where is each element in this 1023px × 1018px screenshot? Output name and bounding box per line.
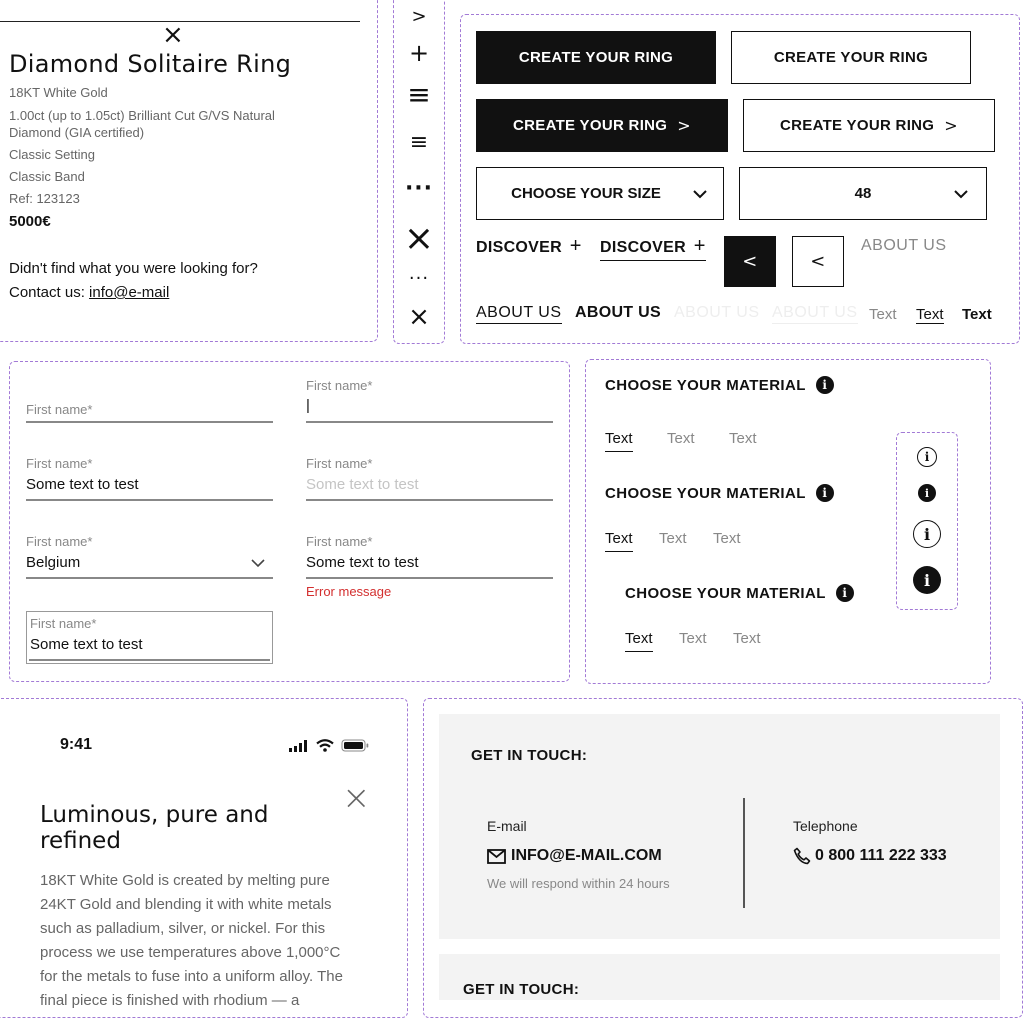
modal-title-line: Luminous, pure and <box>40 802 269 828</box>
create-ring-dark-label: CREATE YOUR RING <box>518 49 674 66</box>
create-ring-dark-chevron-label: CREATE YOUR RING <box>513 117 668 134</box>
modal-body-line: final piece is finished with rhodium — a <box>40 992 300 1009</box>
modal-body-line: such as palladium, silver, or nickel. For this <box>40 920 326 937</box>
size-select-value: 48 <box>854 185 872 202</box>
product-ref: Ref: 123123 <box>9 191 80 206</box>
text-link-bold[interactable]: Text <box>962 306 992 323</box>
email-label: E-mail <box>487 818 527 834</box>
material-tab-active[interactable]: Text <box>605 430 633 447</box>
chevron-right-icon: > <box>944 116 958 135</box>
phone-label: Telephone <box>793 818 858 834</box>
modal-title <box>40 802 268 854</box>
create-ring-light-chevron-label: CREATE YOUR RING <box>780 117 935 134</box>
material-title-1 <box>605 376 834 394</box>
material-tab-active[interactable]: Text <box>605 530 633 547</box>
contact-prefix: Contact us: <box>9 284 90 301</box>
size-select-label: CHOOSE YOUR SIZE <box>511 185 661 202</box>
status-bar-time: 9:41 <box>60 736 93 753</box>
first-name-underline-error <box>306 577 553 579</box>
product-metal: 18KT White Gold <box>9 85 108 100</box>
material-title-text: CHOOSE YOUR MATERIAL <box>605 484 806 502</box>
create-ring-dark-button[interactable] <box>476 31 716 84</box>
modal-title-line: refined <box>40 828 121 854</box>
status-bar-icons <box>289 739 369 753</box>
first-name-label-error: First name* <box>306 534 373 549</box>
modal-body-line: 24KT Gold and blending it with white metals <box>40 896 332 913</box>
contact-email-link[interactable]: info@e-mail <box>89 284 170 301</box>
product-help-text: Didn't find what you were looking for? <box>9 260 258 277</box>
email-note: We will respond within 24 hours <box>487 876 670 891</box>
more-horizontal-icon[interactable]: ··· <box>408 268 430 289</box>
close-small-icon[interactable]: × <box>408 302 430 332</box>
chevron-down-icon[interactable] <box>251 559 265 568</box>
size-select-wide[interactable] <box>739 167 987 220</box>
first-name-field-filled[interactable]: Some text to test <box>26 476 139 493</box>
material-tab[interactable]: Text <box>729 430 757 447</box>
first-name-cursor[interactable]: | <box>306 397 310 414</box>
first-name-value-boxed: Some text to test <box>30 636 143 653</box>
material-tab-active[interactable]: Text <box>625 630 653 647</box>
material-tab[interactable]: Text <box>667 430 695 447</box>
get-in-touch-title-2: GET IN TOUCH: <box>463 981 580 998</box>
product-diamond-line2: Diamond (GIA certified) <box>9 125 145 140</box>
material-tab[interactable]: Text <box>659 530 687 547</box>
plus-icon: + <box>569 235 582 257</box>
chevron-left-icon: < <box>810 251 826 272</box>
discover-link-plain[interactable] <box>476 235 582 258</box>
info-icon[interactable]: i <box>816 376 834 394</box>
info-outline-large-icon[interactable]: i <box>913 520 941 548</box>
create-ring-light-chevron-button[interactable] <box>743 99 995 152</box>
phone-icon <box>793 847 811 865</box>
first-name-boxed-field[interactable] <box>26 611 273 664</box>
about-us-link-underline[interactable]: ABOUT US <box>476 304 562 324</box>
product-title: Diamond Solitaire Ring <box>9 50 292 78</box>
icon-column <box>393 0 445 344</box>
about-us-link-gray[interactable]: ABOUT US <box>861 237 947 254</box>
first-name-underline-boxed <box>29 659 270 661</box>
country-underline <box>26 577 273 579</box>
first-name-underline-disabled <box>306 499 553 501</box>
back-light-button[interactable] <box>792 236 844 287</box>
chevron-down-icon <box>693 190 707 199</box>
create-ring-dark-chevron-button[interactable] <box>476 99 728 152</box>
first-name-label-disabled: First name* <box>306 456 373 471</box>
first-name-underline-focused <box>306 421 553 423</box>
material-tab[interactable]: Text <box>733 630 761 647</box>
info-icon[interactable]: i <box>816 484 834 502</box>
chevron-left-icon: < <box>742 251 758 272</box>
text-link-gray[interactable]: Text <box>869 306 897 323</box>
about-us-link-bold[interactable]: ABOUT US <box>575 304 661 321</box>
wifi-icon <box>316 739 334 752</box>
product-setting: Classic Setting <box>9 147 95 162</box>
first-name-underline-empty <box>26 421 273 423</box>
more-horizontal-bold-icon[interactable]: ··· <box>404 176 434 201</box>
first-name-label-focused: First name* <box>306 378 373 393</box>
first-name-label-filled: First name* <box>26 456 93 471</box>
phone-text: 0 800 111 222 333 <box>815 847 947 864</box>
product-contact-line <box>9 281 169 305</box>
product-price: 5000€ <box>9 213 51 230</box>
first-name-field-error[interactable]: Some text to test <box>306 554 419 571</box>
chevron-down-icon <box>954 190 968 199</box>
email-text: INFO@E-MAIL.COM <box>511 847 662 864</box>
modal-body-line: 18KT White Gold is created by melting pure <box>40 872 330 889</box>
material-title-3 <box>625 584 854 602</box>
text-link-underline[interactable]: Text <box>916 306 944 323</box>
signal-icon <box>289 740 309 752</box>
error-message: Error message <box>306 584 392 599</box>
info-icon[interactable]: i <box>836 584 854 602</box>
create-ring-light-label: CREATE YOUR RING <box>773 49 929 66</box>
discover-label: DISCOVER <box>476 239 562 256</box>
material-title-2 <box>605 484 834 502</box>
country-label: First name* <box>26 534 93 549</box>
first-name-field-disabled: Some text to test <box>306 476 419 493</box>
create-ring-light-button[interactable] <box>731 31 971 84</box>
battery-icon <box>341 739 369 752</box>
email-value[interactable] <box>487 847 662 865</box>
modal-body-line: for the metals to fuse into a uniform alloy. The <box>40 968 343 985</box>
first-name-underline-filled <box>26 499 273 501</box>
info-filled-large-icon[interactable]: i <box>913 566 941 594</box>
info-outline-small-icon[interactable]: i <box>917 447 937 467</box>
material-title-text: CHOOSE YOUR MATERIAL <box>605 376 806 394</box>
menu-icon[interactable]: ≡ <box>407 78 431 111</box>
about-us-link-faded-underline[interactable]: ABOUT US <box>772 304 858 324</box>
modal-close-icon[interactable]: × <box>342 778 371 818</box>
info-filled-small-icon[interactable]: i <box>918 484 936 502</box>
modal-body-line: process we use temperatures above 1,000°C <box>40 944 341 961</box>
mail-icon <box>487 849 506 864</box>
first-name-label-empty: First name* <box>26 402 93 417</box>
chevron-right-icon: > <box>677 116 691 135</box>
product-band: Classic Band <box>9 169 85 184</box>
plus-icon[interactable]: + <box>408 39 430 67</box>
product-close-icon[interactable]: × <box>162 20 184 50</box>
phone-value[interactable] <box>793 847 947 865</box>
get-in-touch-title: GET IN TOUCH: <box>471 747 588 764</box>
material-tab[interactable]: Text <box>679 630 707 647</box>
material-title-text: CHOOSE YOUR MATERIAL <box>625 584 826 602</box>
contact-divider <box>743 798 745 908</box>
first-name-label-boxed: First name* <box>30 616 97 631</box>
modal-body <box>40 869 380 1013</box>
size-select-compact[interactable] <box>476 167 724 220</box>
plus-icon: + <box>693 235 706 257</box>
about-us-link-faded[interactable]: ABOUT US <box>674 304 760 321</box>
discover-link-underlined[interactable] <box>600 235 706 261</box>
product-diamond-line1: 1.00ct (up to 1.05ct) Brilliant Cut G/VS Natural <box>9 108 275 123</box>
menu-small-icon[interactable]: ≡ <box>409 130 429 155</box>
close-large-icon[interactable]: × <box>403 218 435 259</box>
chevron-right-icon[interactable]: > <box>411 6 427 27</box>
material-tab[interactable]: Text <box>713 530 741 547</box>
discover-label: DISCOVER <box>600 239 686 256</box>
back-dark-button[interactable] <box>724 236 776 287</box>
country-select[interactable]: Belgium <box>26 554 81 571</box>
